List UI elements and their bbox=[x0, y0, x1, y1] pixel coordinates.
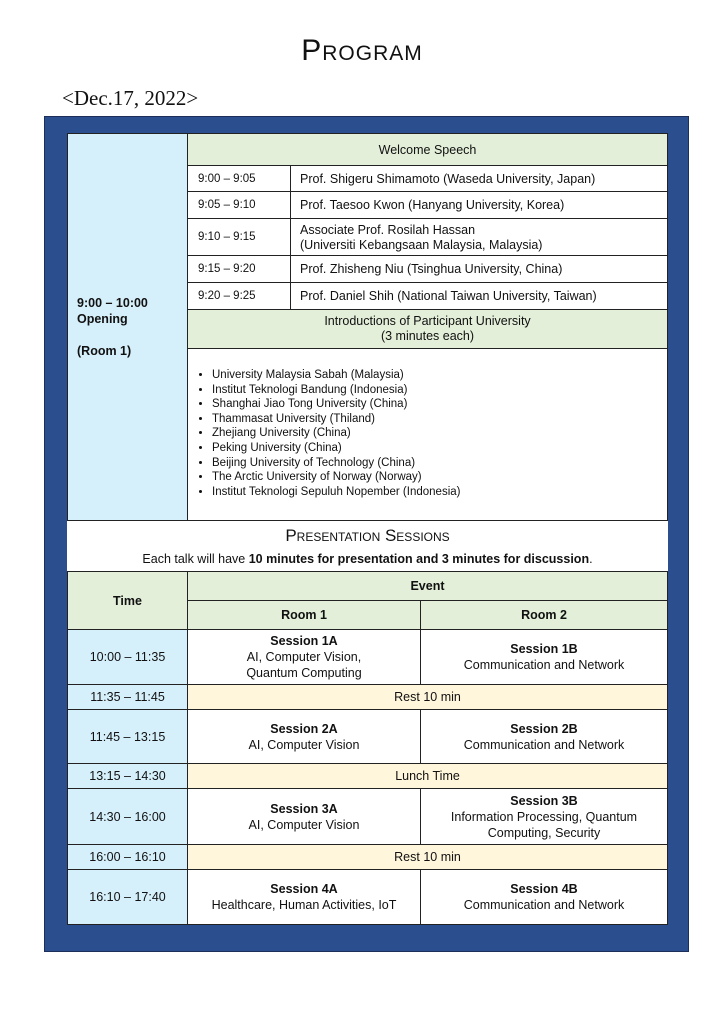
session-time: 10:00 – 11:35 bbox=[67, 629, 188, 685]
room1-header: Room 1 bbox=[187, 600, 421, 630]
session-cell-room1 bbox=[187, 869, 421, 925]
list-item: • Thammasat University (Thiland) bbox=[212, 412, 667, 427]
session-title: Session 3B bbox=[510, 793, 578, 808]
session-cell-room2 bbox=[420, 788, 668, 845]
welcome-speech-label: Welcome Speech bbox=[378, 142, 477, 157]
session-topic: AI, Computer Vision bbox=[248, 737, 360, 752]
introductions-title: Introductions of Participant University bbox=[324, 314, 531, 328]
opening-cell bbox=[67, 133, 188, 521]
presentation-sessions-block bbox=[67, 520, 668, 572]
session-title: Session 1B bbox=[510, 642, 578, 656]
introductions-header bbox=[187, 309, 668, 349]
opening-room: (Room 1) bbox=[77, 344, 132, 358]
university-list-cell bbox=[187, 348, 668, 521]
session-title: Session 1A bbox=[270, 634, 338, 648]
session-cell-room1 bbox=[187, 788, 421, 845]
speech-speaker: Prof. Zhisheng Niu (Tsinghua University, China) bbox=[290, 255, 668, 283]
list-item: • The Arctic University of Norway (Norway) bbox=[212, 470, 667, 485]
event-header: Event bbox=[187, 571, 668, 601]
session-topic: Communication and Network bbox=[463, 658, 625, 672]
session-title: Session 4B bbox=[510, 882, 578, 896]
session-cell-room2 bbox=[420, 869, 668, 925]
speech-speaker-line: Associate Prof. Rosilah Hassan bbox=[300, 223, 476, 237]
list-item: • Institut Teknologi Sepuluh Nopember (Indonesia) bbox=[212, 485, 667, 500]
program-date: <Dec.17, 2022> bbox=[62, 86, 199, 110]
list-item: • Shanghai Jiao Tong University (China) bbox=[212, 397, 667, 412]
session-topic: Communication and Network bbox=[463, 737, 625, 752]
opening-time: 9:00 – 10:00 bbox=[77, 296, 148, 310]
list-item: • University Malaysia Sabah (Malaysia) bbox=[212, 368, 667, 383]
speech-time: 9:05 – 9:10 bbox=[187, 191, 291, 219]
session-title: Session 2B bbox=[510, 721, 578, 736]
presentation-sessions-heading: Presentation Sessions bbox=[285, 526, 450, 545]
session-time: 11:45 – 13:15 bbox=[67, 709, 188, 764]
room2-header: Room 2 bbox=[420, 600, 668, 630]
note-emphasis: 10 minutes for presentation and 3 minutes for discussion bbox=[248, 552, 590, 566]
list-item: • Beijing University of Technology (China) bbox=[212, 456, 667, 471]
session-time: 14:30 – 16:00 bbox=[67, 788, 188, 845]
presentation-note bbox=[67, 552, 668, 566]
session-topic: Quantum Computing bbox=[246, 666, 362, 680]
page-title: Program bbox=[301, 34, 423, 67]
session-title: Session 2A bbox=[270, 721, 338, 736]
session-cell-room1 bbox=[187, 629, 421, 685]
session-title: Session 4A bbox=[270, 882, 338, 896]
time-header: Time bbox=[67, 571, 188, 630]
break-label: Lunch Time bbox=[187, 763, 668, 789]
speech-speaker: Prof. Shigeru Shimamoto (Waseda University, Japan) bbox=[290, 165, 668, 192]
session-topic: Healthcare, Human Activities, IoT bbox=[211, 898, 397, 912]
break-time: 11:35 – 11:45 bbox=[67, 684, 188, 710]
session-time: 16:10 – 17:40 bbox=[67, 869, 188, 925]
note-text: Each talk will have bbox=[142, 552, 249, 566]
session-topic: Computing, Security bbox=[487, 825, 601, 840]
session-cell-room2 bbox=[420, 629, 668, 685]
note-text: . bbox=[589, 552, 593, 566]
session-topic: AI, Computer Vision, bbox=[246, 650, 362, 664]
break-time: 16:00 – 16:10 bbox=[67, 844, 188, 870]
opening-label: Opening bbox=[77, 312, 128, 326]
introductions-subtitle: (3 minutes each) bbox=[380, 329, 475, 343]
session-topic: AI, Computer Vision bbox=[248, 817, 360, 832]
session-topic: Information Processing, Quantum bbox=[450, 809, 638, 824]
speech-time: 9:10 – 9:15 bbox=[187, 218, 291, 256]
speech-time: 9:20 – 9:25 bbox=[187, 282, 291, 310]
break-label: Rest 10 min bbox=[187, 684, 668, 710]
speech-time: 9:15 – 9:20 bbox=[187, 255, 291, 283]
break-time: 13:15 – 14:30 bbox=[67, 763, 188, 789]
break-label: Rest 10 min bbox=[187, 844, 668, 870]
session-title: Session 3A bbox=[270, 801, 338, 816]
welcome-speech-header bbox=[187, 133, 668, 166]
session-topic: Communication and Network bbox=[463, 898, 625, 912]
speech-speaker bbox=[290, 218, 668, 256]
speech-speaker: Prof. Daniel Shih (National Taiwan University, Taiwan) bbox=[290, 282, 668, 310]
speech-time: 9:00 – 9:05 bbox=[187, 165, 291, 192]
speech-speaker-line: (Universiti Kebangsaan Malaysia, Malaysia) bbox=[300, 238, 543, 252]
list-item: • Peking University (China) bbox=[212, 441, 667, 456]
list-item: • Zhejiang University (China) bbox=[212, 426, 667, 441]
speech-speaker: Prof. Taesoo Kwon (Hanyang University, Korea) bbox=[290, 191, 668, 219]
university-list bbox=[188, 368, 667, 499]
session-cell-room2 bbox=[420, 709, 668, 764]
list-item: • Institut Teknologi Bandung (Indonesia) bbox=[212, 383, 667, 398]
session-cell-room1 bbox=[187, 709, 421, 764]
